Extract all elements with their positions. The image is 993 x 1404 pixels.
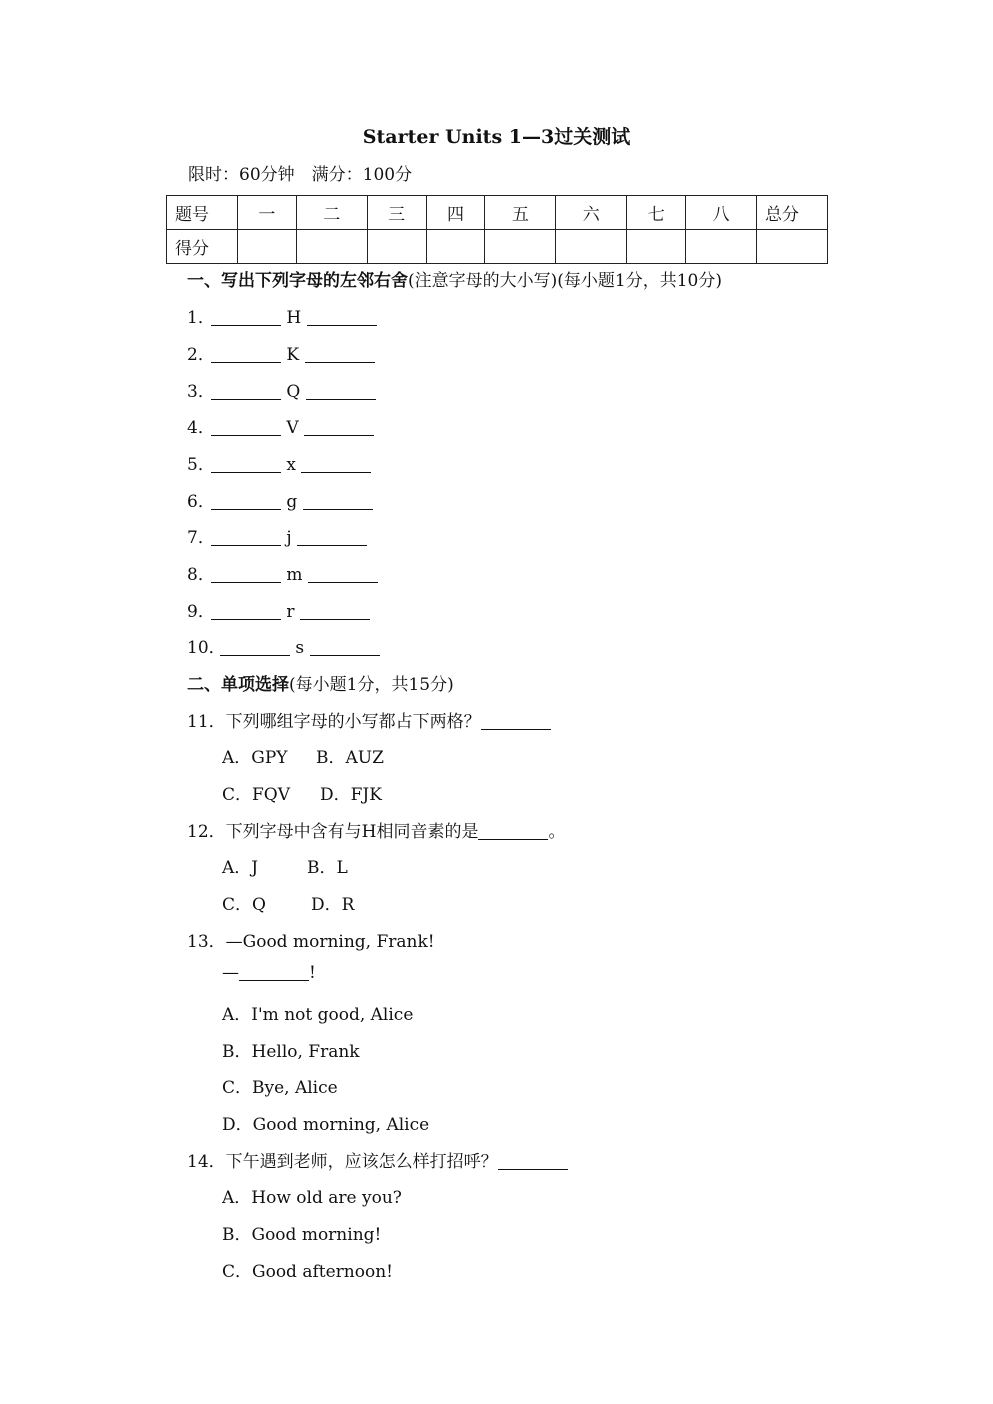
item-number: 8． <box>187 565 215 585</box>
item-letter: j <box>286 528 292 548</box>
letter-item <box>187 340 375 365</box>
question-13 <box>187 927 435 952</box>
item-letter: H <box>286 308 302 328</box>
option-d[interactable]: D．FJK <box>320 785 382 805</box>
page-title: Starter Units 1—3过关测试 <box>362 126 631 148</box>
answer-blank[interactable] <box>300 603 370 620</box>
score-label-cell: 得分 <box>167 230 238 264</box>
letter-item <box>187 377 376 402</box>
letter-item <box>187 303 377 328</box>
header-cell: 总分 <box>757 196 828 230</box>
item-number: 7． <box>187 528 215 548</box>
score-cell[interactable] <box>426 230 485 264</box>
score-cell[interactable] <box>296 230 367 264</box>
question-13-reply <box>222 963 316 983</box>
options-row <box>222 853 348 878</box>
section2-heading-rest: (每小题1分，共15分) <box>289 675 454 695</box>
header-cell: 四 <box>426 196 485 230</box>
score-cell[interactable] <box>237 230 296 264</box>
section1-heading-bold: 一、写出下列字母的左邻右舍 <box>187 271 408 291</box>
item-letter: m <box>286 565 303 585</box>
answer-blank[interactable] <box>211 566 281 583</box>
answer-blank[interactable] <box>211 529 281 546</box>
item-letter: g <box>286 492 298 512</box>
answer-blank[interactable] <box>211 603 281 620</box>
question-11 <box>187 707 551 732</box>
option-a[interactable]: A．J <box>222 858 259 878</box>
option-b[interactable]: B．Good morning! <box>222 1225 382 1245</box>
answer-blank[interactable] <box>211 456 281 473</box>
item-number: 4． <box>187 418 215 438</box>
item-letter: s <box>295 638 305 658</box>
answer-blank[interactable] <box>211 346 281 363</box>
item-number: 5． <box>187 455 215 475</box>
options-row <box>222 780 382 805</box>
reply-excl: ! <box>309 963 316 983</box>
header-cell: 题号 <box>167 196 238 230</box>
question-14 <box>187 1147 568 1172</box>
option-a[interactable]: A．How old are you? <box>222 1188 402 1208</box>
header-cell: 三 <box>367 196 426 230</box>
score-cell[interactable] <box>367 230 426 264</box>
score-cell[interactable] <box>627 230 686 264</box>
option-b[interactable]: B．L <box>307 858 348 878</box>
header-cell: 二 <box>296 196 367 230</box>
header-cell: 七 <box>627 196 686 230</box>
question-stem: 11．下列哪组字母的小写都占下两格？ <box>187 712 481 732</box>
answer-blank[interactable] <box>310 639 380 656</box>
letter-item <box>187 597 370 622</box>
item-letter: K <box>286 345 300 365</box>
letter-item <box>187 450 371 475</box>
section1-heading-rest: (注意字母的大小写)(每小题1分，共10分) <box>408 271 722 291</box>
answer-blank[interactable] <box>301 456 371 473</box>
header-cell: 一 <box>237 196 296 230</box>
option-c[interactable]: C．Bye, Alice <box>222 1078 338 1098</box>
score-cell[interactable] <box>556 230 627 264</box>
answer-blank[interactable] <box>304 419 374 436</box>
score-cell[interactable] <box>686 230 757 264</box>
letter-item <box>187 523 367 548</box>
answer-blank[interactable] <box>297 529 367 546</box>
section1-heading <box>187 266 722 291</box>
item-letter: x <box>286 455 296 475</box>
question-12 <box>187 817 565 842</box>
item-letter: V <box>286 418 299 438</box>
item-number: 2． <box>187 345 215 365</box>
answer-blank[interactable] <box>308 566 378 583</box>
answer-blank[interactable] <box>498 1153 568 1170</box>
letter-item <box>187 560 378 585</box>
letter-item <box>187 487 373 512</box>
section2-heading-bold: 二、单项选择 <box>187 675 289 695</box>
answer-blank[interactable] <box>478 823 548 840</box>
answer-blank[interactable] <box>211 309 281 326</box>
answer-blank[interactable] <box>211 493 281 510</box>
options-row <box>222 890 354 915</box>
answer-blank[interactable] <box>306 383 376 400</box>
score-cell[interactable] <box>485 230 556 264</box>
option-b[interactable]: B．Hello, Frank <box>222 1042 360 1062</box>
question-end: 。 <box>548 822 566 842</box>
item-number: 6． <box>187 492 215 512</box>
answer-blank[interactable] <box>305 346 375 363</box>
header-cell: 八 <box>686 196 757 230</box>
answer-blank[interactable] <box>239 964 309 981</box>
answer-blank[interactable] <box>307 309 377 326</box>
reply-dash: — <box>222 963 239 983</box>
answer-blank[interactable] <box>211 383 281 400</box>
header-cell: 六 <box>556 196 627 230</box>
item-letter: Q <box>286 382 301 402</box>
answer-blank[interactable] <box>481 713 551 730</box>
option-c[interactable]: C．Good afternoon! <box>222 1262 393 1282</box>
option-a[interactable]: A．GPY <box>222 748 288 768</box>
option-a[interactable]: A．I'm not good, Alice <box>222 1005 414 1025</box>
option-b[interactable]: B．AUZ <box>316 748 384 768</box>
item-number: 10． <box>187 638 226 658</box>
item-number: 1． <box>187 308 215 328</box>
options-row <box>222 743 384 768</box>
option-c[interactable]: C．Q <box>222 895 266 915</box>
header-cell: 五 <box>485 196 556 230</box>
option-d[interactable]: D．Good morning, Alice <box>222 1115 430 1135</box>
score-table-header-row <box>167 196 828 230</box>
letter-item <box>187 633 380 658</box>
question-stem: 13．—Good morning, Frank! <box>187 932 435 952</box>
option-c[interactable]: C．FQV <box>222 785 291 805</box>
item-letter: r <box>286 602 295 622</box>
score-table <box>166 195 828 264</box>
item-number: 3． <box>187 382 215 402</box>
option-d[interactable]: D．R <box>311 895 355 915</box>
item-number: 9． <box>187 602 215 622</box>
time-score-info: 限时：60分钟 满分：100分 <box>188 165 413 185</box>
answer-blank[interactable] <box>303 493 373 510</box>
score-cell[interactable] <box>757 230 828 264</box>
answer-blank[interactable] <box>220 639 290 656</box>
section2-heading <box>187 670 454 695</box>
question-stem: 14．下午遇到老师，应该怎么样打招呼？ <box>187 1152 498 1172</box>
score-table-score-row <box>167 230 828 264</box>
letter-item <box>187 413 374 438</box>
answer-blank[interactable] <box>211 419 281 436</box>
question-stem: 12．下列字母中含有与H相同音素的是 <box>187 822 479 842</box>
